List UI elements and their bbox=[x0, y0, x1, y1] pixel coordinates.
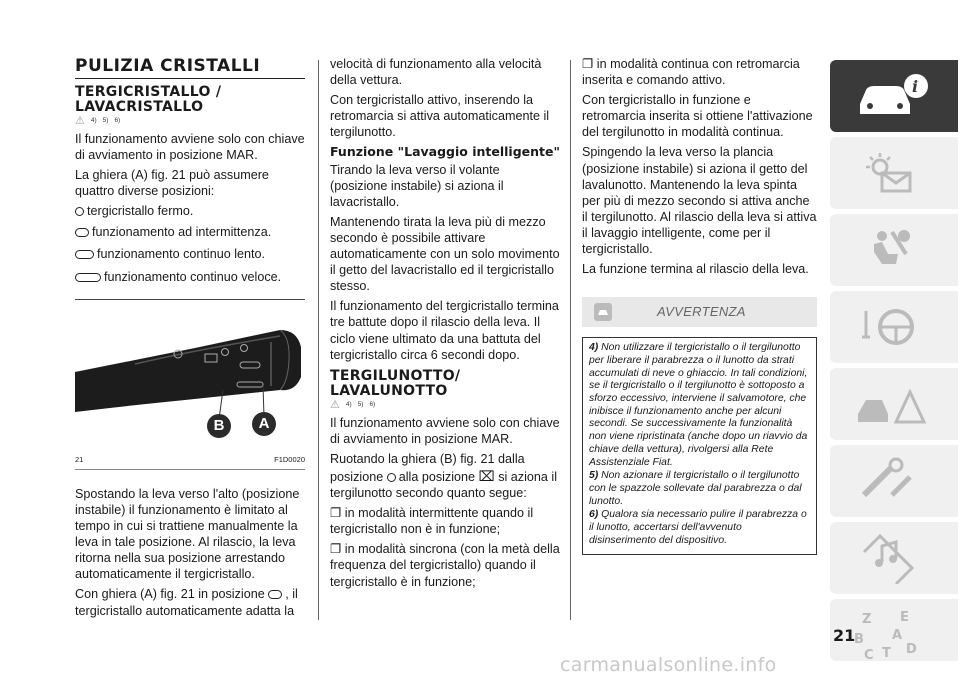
divider bbox=[75, 299, 305, 300]
page-number: 21 bbox=[833, 626, 856, 645]
sidebar-tab-safety[interactable] bbox=[830, 214, 958, 286]
warning-header: AVVERTENZA bbox=[582, 297, 817, 327]
paragraph-upward: Spostando la leva verso l'alto (posizione instabile) il funzionamento è limitato al tempo in cui si trattiene manualmente la leva in tale posizione. Al rilascio, la leva ritorna nella sua posizione arrestando automaticamente il tergicristallo. bbox=[75, 486, 300, 582]
column-2 bbox=[330, 56, 560, 594]
paragraph-wipe-cycle: Il funzionamento del tergicristallo termina tre battute dopo il rilascio della leva. Il ciclo viene ultimato da una battuta del tergicristallo circa 6 secondi dopo. bbox=[330, 299, 559, 362]
intro-paragraph: Il funzionamento avviene solo con chiave di avviamento in posizione MAR. bbox=[75, 132, 305, 163]
bullet-icon: ❐ bbox=[330, 542, 345, 557]
paragraph-reverse: Con tergicristallo attivo, inserendo la retromarcia si attiva automaticamente il tergilunotto. bbox=[330, 93, 550, 140]
maintenance-icon bbox=[852, 455, 932, 507]
multimedia-icon bbox=[852, 532, 932, 584]
warning-triangle-icon: ⚠ bbox=[75, 114, 85, 127]
warning-car-icon bbox=[594, 303, 612, 321]
watermark: carmanualsonline.info bbox=[560, 654, 777, 676]
ghiera-paragraph: La ghiera (A) fig. 21 può assumere quattro diverse posizioni: bbox=[75, 168, 269, 199]
paragraph-push-lever: Spingendo la leva verso la plancia (posizione instabile) si aziona il getto del lavalunotto. Mantenendo la leva spinta per più di mezzo secondo si attiva anche il tergilunotto. Al rilascio della leva si attiva il lavaggio intelligente, come per il tergicristallo. bbox=[582, 145, 817, 257]
badge-a: A bbox=[252, 412, 276, 436]
reference-notes: ⚠ 4) 5) 6) bbox=[75, 117, 305, 129]
paragraph-release: La funzione termina al rilascio della leva. bbox=[582, 262, 809, 277]
index-letter: B bbox=[854, 632, 864, 647]
index-letter: Z bbox=[862, 612, 872, 627]
sidebar-tab-multimedia[interactable] bbox=[830, 522, 958, 594]
figure-wiper-lever bbox=[75, 302, 305, 452]
position-item-fast: funzionamento continuo veloce. bbox=[75, 269, 305, 285]
section-heading-tergicristallo: TERGICRISTALLO / LAVACRISTALLO bbox=[75, 84, 222, 115]
paragraph-ghiera-auto: Con ghiera (A) fig. 21 in posizione , il tergicristallo automaticamente adatta la bbox=[75, 587, 298, 618]
index-letter: E bbox=[900, 610, 909, 625]
index-letter: A bbox=[892, 628, 903, 643]
paragraph-hold-lever: Mantenendo tirata la leva più di mezzo secondo è possibile attivare automaticamente con un solo movimento il getto del lavacristallo ed il tergicristallo stesso. bbox=[330, 214, 560, 294]
position-item-off: tergicristallo fermo. bbox=[75, 203, 305, 219]
wiper-slow-icon bbox=[75, 250, 94, 259]
section-heading-tergilunotto: TERGILUNOTTO/ LAVALUNOTTO bbox=[330, 367, 461, 399]
svg-text:i: i bbox=[912, 77, 919, 96]
column-divider bbox=[570, 60, 571, 620]
sidebar-tab-driving[interactable] bbox=[830, 291, 958, 363]
bullet-icon: ❐ bbox=[582, 57, 597, 71]
car-info-icon bbox=[852, 70, 932, 122]
column-1 bbox=[75, 56, 305, 623]
paragraph-continuous: Con tergicristallo in funzione e retromarcia inserita si ottiene l'attivazione del tergilunotto in modalità continua. bbox=[582, 93, 813, 140]
warning-item: 6) Qualora sia necessario pulire il parabrezza o il lunotto, accertarsi dell'avvenuto disinserimento del dispositivo. bbox=[589, 509, 807, 546]
paragraph-ghiera-b: Ruotando la ghiera (B) fig. 21 dalla bbox=[330, 451, 525, 466]
warning-triangle-icon: ⚠ bbox=[330, 398, 340, 411]
rear-wiper-icon: ⌧ bbox=[478, 467, 495, 484]
wiper-fast-icon bbox=[75, 273, 101, 282]
warning-box bbox=[582, 297, 817, 555]
wiper-off-icon bbox=[75, 207, 84, 216]
warning-item: 4) Non utilizzare il tergicristallo o il tergilunotto per liberare il parabrezza o il lunotto da strati accumulati di neve o ghiaccio. In tali condizioni, se il tergicristallo o il tergilunotto è sottoposto a sforzo eccessivo, interviene il salvamotore, che inibisce il funzionamento anche per alcuni secondi. Se successivamente la funzionalità non viene ripristinata (anche dopo un riavvio da chiave della vettura), rivolgersi alla Rete Assistenziale Fiat. bbox=[589, 342, 808, 468]
index-letter: T bbox=[882, 646, 891, 661]
wiper-intermittent-icon bbox=[75, 228, 89, 237]
bullet-synchronous: ❐ in modalità sincrona (con la metà della frequenza del tergicristallo) quando il tergicristallo è in funzione; bbox=[330, 542, 560, 589]
position-item-slow: funzionamento continuo lento. bbox=[75, 246, 305, 262]
index-letter: D bbox=[906, 642, 917, 657]
figure-caption: 21 F1D0020 bbox=[75, 452, 305, 470]
bullet-icon: ❐ bbox=[330, 506, 345, 521]
column-3 bbox=[582, 56, 817, 555]
sidebar-tab-warning-lights[interactable] bbox=[830, 137, 958, 209]
paragraph-positions: posizione alla posizione ⌧ si aziona il tergilunotto secondo quanto segue: bbox=[330, 467, 557, 501]
rear-wiper-off-icon bbox=[387, 473, 396, 482]
sidebar-tab-car-info[interactable] bbox=[830, 60, 958, 132]
warning-item: 5) Non azionare il tergicristallo o il tergilunotto con le spazzole sollevate dal parabrezza o dal lunotto. bbox=[589, 470, 802, 507]
page-title: PULIZIA CRISTALLI bbox=[75, 56, 305, 79]
paragraph-mar: Il funzionamento avviene solo con chiave di avviamento in posizione MAR. bbox=[330, 415, 560, 446]
paragraph-pull-lever: Tirando la leva verso il volante (posizione instabile) si aziona il lavacristallo. bbox=[330, 162, 504, 209]
heading-smart-wash: Funzione "Lavaggio intelligente" bbox=[330, 144, 560, 160]
emergency-icon bbox=[852, 378, 932, 430]
sidebar-tab-maintenance[interactable] bbox=[830, 445, 958, 517]
bullet-intermittent: ❐ in modalità intermittente quando il tergicristallo non è in funzione; bbox=[330, 506, 534, 537]
badge-b: B bbox=[207, 414, 231, 438]
warning-lights-icon bbox=[852, 147, 932, 199]
warning-body bbox=[582, 337, 817, 555]
column-divider bbox=[318, 60, 319, 620]
bullet-continuous: ❐ in modalità continua con retromarcia inserita e comando attivo. bbox=[582, 57, 800, 88]
paragraph-speed: velocità di funzionamento alla velocità della vettura. bbox=[330, 57, 542, 88]
wiper-intermittent-icon bbox=[268, 590, 282, 599]
safety-icon bbox=[852, 224, 932, 276]
reference-notes: ⚠ 4) 5) 6) bbox=[330, 401, 560, 413]
sidebar-tab-emergency[interactable] bbox=[830, 368, 958, 440]
driving-icon bbox=[852, 301, 932, 353]
index-letter: C bbox=[864, 648, 874, 661]
index-icon bbox=[852, 609, 932, 661]
position-item-intermittent: funzionamento ad intermittenza. bbox=[75, 224, 305, 240]
